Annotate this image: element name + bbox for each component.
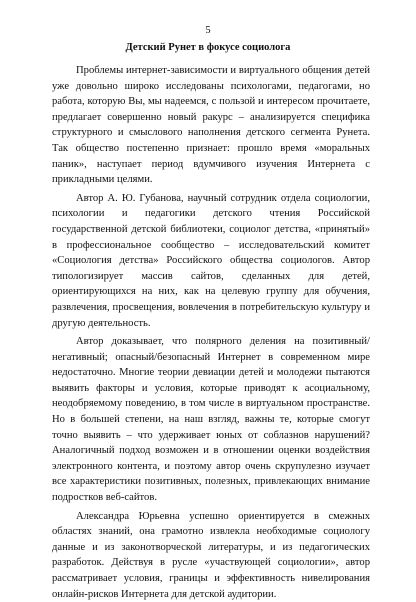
paragraph-1: Проблемы интернет-зависимости и виртуального общения детей уже довольно широко исследованы психологами, педагогами, но работа, которую Вы, мы надеемся, с пользой и интересом прочитаете, предлагает совершенно новый ракурс – анализируется специфика структурного и смыслового наполнения детского сегмента Рунета. Так общество постепенно признает: прошло время «моральных паник», наступает период вдумчивого изучения Интернета с прикладными целями.: [52, 65, 370, 186]
body-text: [52, 63, 370, 602]
page-title: Детский Рунет в фокусе социолога: [125, 42, 291, 53]
paragraph-4: Александра Юрьевна успешно ориентируется в смежных областях знаний, она грамотно извлекла необходимые социологу данные и из законотворческой литературы, и из педагогических разработок. Действуя в русле «участвующей социологии», автор рассматривает условия, границы и эффективность нивелирования онлайн-рисков Интернета для детской аудитории.: [52, 510, 370, 600]
paragraph-3: Автор доказывает, что полярного деления на позитивный/негативный; опасный/безопасный Интернет в современном мире недостаточно. Многие теории девиации детей и молодежи пытаются выявить факторы и условия, которые приводят к асоциальному, неодобряемому поведению, в том числе в виртуальном пространстве. Но в большей степени, на наш взгляд, важны те, которые смогут точно выявить – что удерживает юных от соблазнов нарушений? Аналогичный подход возможен и в отношении оценки воздействия электронного контента, и поэтому автор очень скрупулезно изучает все характеристики позитивных, полезных, привлекающих внимание подростков веб-сайтов.: [52, 336, 370, 504]
page-number: 5: [205, 25, 211, 36]
paragraph-2: Автор А. Ю. Губанова, научный сотрудник отдела социологии, психологии и педагогики детского чтения Российской государственной детской библиотеки, социолог детства, «принятый» в профессиональное сообщество – исследовательский комитет «Социология детства» Российского общества социологов. Автор типологизирует массив сайтов, сделанных для детей, ориентирующихся на них, как на целевую группу для обучения, развлечения, просвещения, вовлечения в потребительскую культуру и другую деятельность.: [52, 192, 370, 329]
